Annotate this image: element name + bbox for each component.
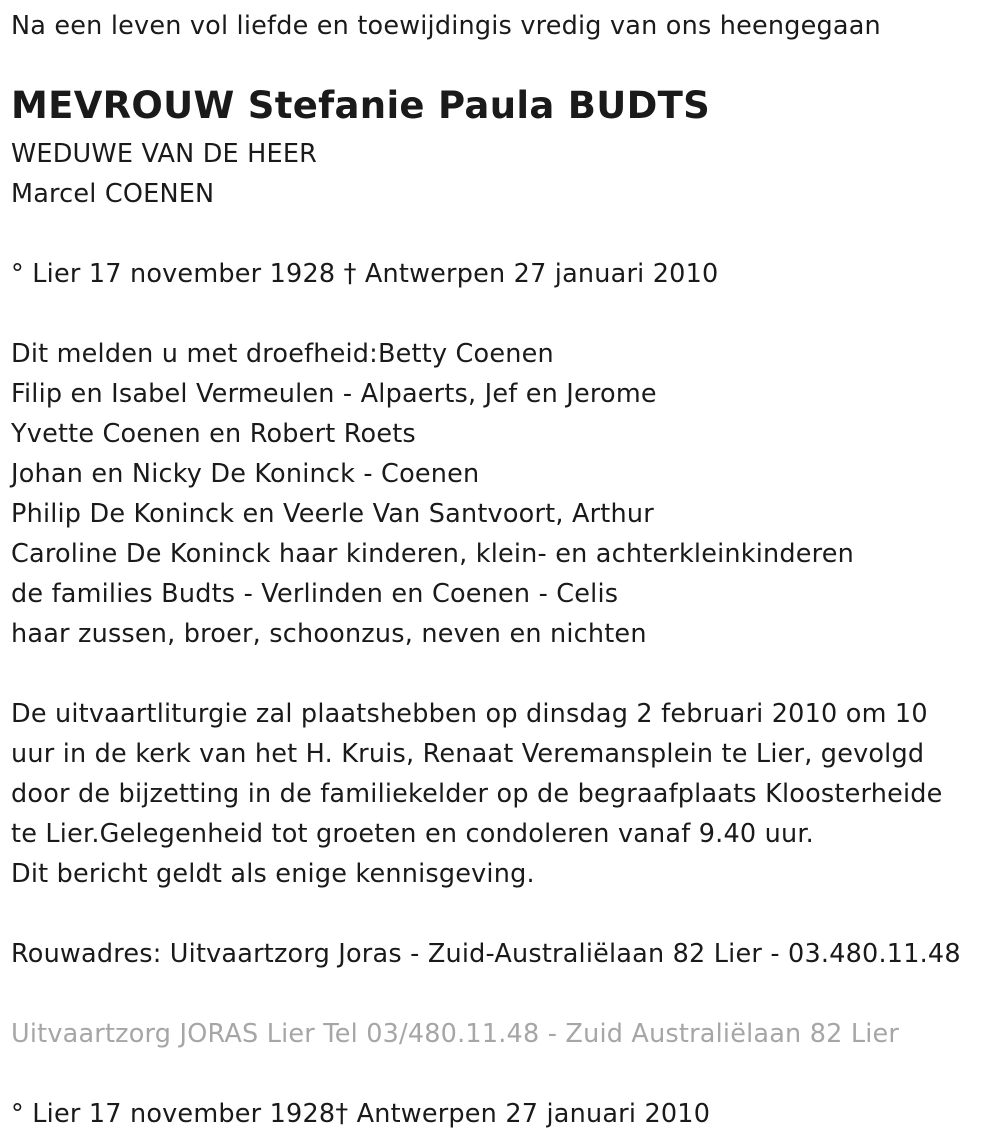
mourner-line: haar zussen, broer, schoonzus, neven en nichten <box>11 619 647 649</box>
deceased-name: MEVROUW Stefanie Paula BUDTS <box>11 84 711 127</box>
birth-death-dates <box>11 254 718 294</box>
funeral-line: De uitvaartliturgie zal plaatshebben op dinsdag 2 februari 2010 om 10 <box>11 699 928 729</box>
mourner-line: de families Budts - Verlinden en Coenen - Celis <box>11 579 619 609</box>
mourner-line: Johan en Nicky De Koninck - Coenen <box>11 459 480 489</box>
birth-death-line-repeat: ° Lier 17 november 1928† Antwerpen 27 januari 2010 <box>11 1099 711 1129</box>
widow-of-block <box>11 134 317 214</box>
mourner-line: Caroline De Koninck haar kinderen, klein- en achterkleinkinderen <box>11 539 855 569</box>
funeral-line: Dit bericht geldt als enige kennisgeving. <box>11 859 535 889</box>
birth-death-dates-repeat <box>11 1094 710 1134</box>
birth-death-line: ° Lier 17 november 1928 † Antwerpen 27 januari 2010 <box>11 259 719 289</box>
widow-title: WEDUWE VAN DE HEER <box>11 139 318 169</box>
funeral-line: door de bijzetting in de familiekelder op de begraafplaats Kloosterheide <box>11 779 943 809</box>
funeral-home-info: Uitvaartzorg JORAS Lier Tel 03/480.11.48 - Zuid Australiëlaan 82 Lier <box>11 1019 900 1049</box>
funeral-details-block <box>11 694 943 894</box>
spouse-name: Marcel COENEN <box>11 179 215 209</box>
funeral-line: uur in de kerk van het H. Kruis, Renaat Veremansplein te Lier, gevolgd <box>11 739 925 769</box>
mourner-line: Yvette Coenen en Robert Roets <box>11 419 416 449</box>
mourner-line: Philip De Koninck en Veerle Van Santvoort, Arthur <box>11 499 654 529</box>
funeral-line: te Lier.Gelegenheid tot groeten en condoleren vanaf 9.40 uur. <box>11 819 814 849</box>
mourners-block <box>11 334 854 654</box>
mourning-address-block <box>11 934 961 974</box>
mourning-address: Rouwadres: Uitvaartzorg Joras - Zuid-Australiëlaan 82 Lier - 03.480.11.48 <box>11 939 961 969</box>
mourner-line: Filip en Isabel Vermeulen - Alpaerts, Jef en Jerome <box>11 379 657 409</box>
intro-text: Na een leven vol liefde en toewijdingis vredig van ons heengegaan <box>11 11 881 41</box>
funeral-home-block <box>11 1014 899 1054</box>
mourner-line: Dit melden u met droefheid:Betty Coenen <box>11 339 554 369</box>
